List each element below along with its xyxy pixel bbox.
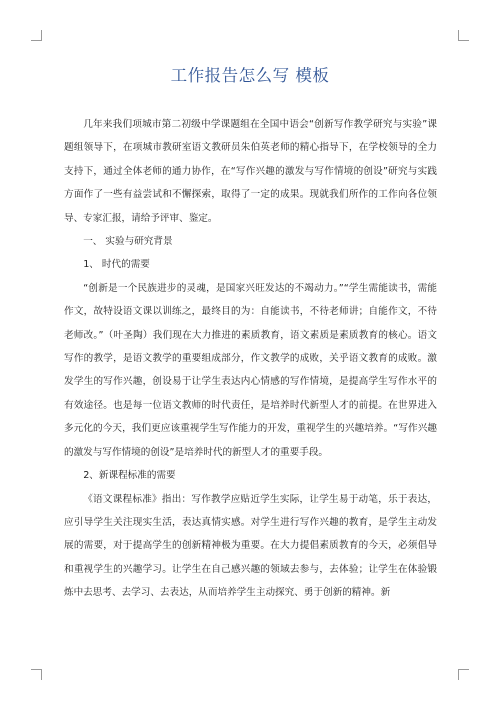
- subsection-heading-era: 1、 时代的需要: [83, 259, 150, 271]
- intro-paragraph: 几年来我们项城市第二初级中学课题组在全国中语会“创新写作教学研究与实验”课题组领导下，在项城市教研室语文教研员朱伯英老师的精心指导下，在学校领导的全力支持下，通过全体老师的通力协作，在“写作兴趣的激发与写作情境的创设”研究与实践方面作了一些有益尝试和不懈探索，取得了一定的成果。现就我们所作的工作向各位领导、专家汇报，请给予评审、鉴定。: [64, 119, 437, 224]
- crop-mark-bottom-right: [458, 669, 469, 680]
- subsection-heading-curriculum: 2、新课程标准的需要: [83, 470, 176, 482]
- crop-mark-bottom-left: [31, 669, 42, 680]
- era-paragraph: “创新是一个民族进步的灵魂，是国家兴旺发达的不竭动力。”“学生需能读书，需能作文，故特设语文课以训练之，最终目的为：自能读书，不待老师讲；自能作文，不待老师改。”（叶圣陶）我们现在大力推进的素质教育，语文素质是素质教育的核心。语文写作的教学，是语文教学的重要组成部分，作文教学的成败，关乎语文教育的成败。激发学生的写作兴趣，创设易于让学生表达内心情感的写作情境，是提高学生写作水平的有效途径。也是每一位语文教师的时代责任，是培养时代新型人才的前提。在世界进入多元化的今天，我们更应该重视学生写作能力的开发，重视学生的兴趣培养。“写作兴趣的激发与写作情境的创设”是培养时代的新型人才的重要手段。: [64, 282, 437, 458]
- document-body: [64, 113, 437, 605]
- section-heading-background: 一、 实验与研究背景: [83, 236, 173, 248]
- curriculum-paragraph: 《语文课程标准》指出：写作教学应贴近学生实际，让学生易于动笔，乐于表达，应引导学生关注现实生活，表达真情实感。对学生进行写作兴趣的教育，是学生主动发展的需要，对于提高学生的创新精神极为重要。在大力提倡素质教育的今天，必须倡导和重视学生的兴趣学习。让学生在自己感兴趣的领域去参与，去体验；让学生在体验锻炼中去思考、去学习、去表达，从而培养学生主动探究、勇于创新的精神。新: [64, 493, 437, 599]
- crop-mark-top-right: [458, 30, 469, 41]
- document-title: 工作报告怎么写 模板: [170, 66, 330, 85]
- crop-mark-top-left: [31, 30, 42, 41]
